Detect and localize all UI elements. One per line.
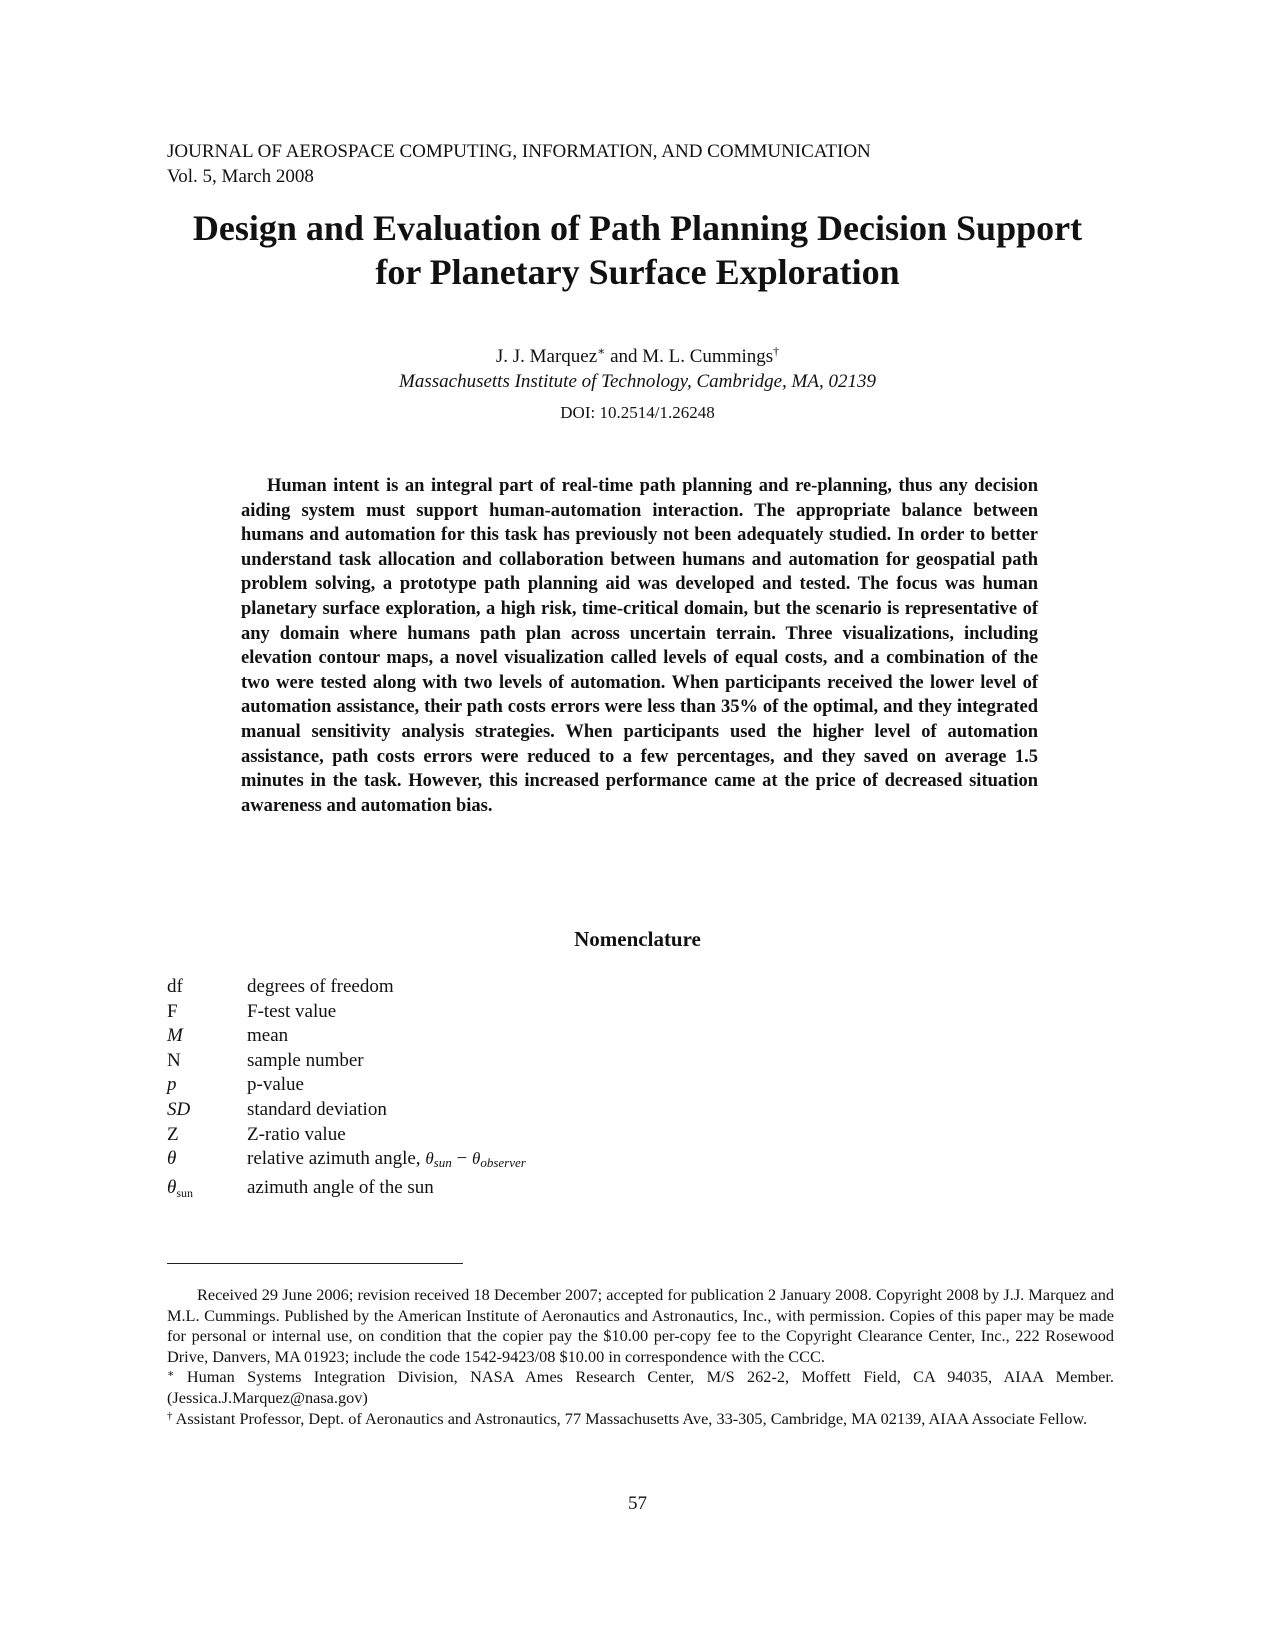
nomenclature-symbol — [167, 1176, 247, 1206]
nomenclature-row — [167, 1176, 526, 1206]
footnote-text: Human Systems Integration Division, NASA Ames Research Center, M/S 262-2, Moffett Field, CA 94035, AIAA Member. (Jessica.J.Marquez@nasa.gov) — [167, 1367, 1114, 1407]
formula-symbol: θ — [471, 1149, 481, 1169]
nomenclature-definition: degrees of freedom — [247, 976, 394, 997]
formula-subscript: observer — [480, 1155, 526, 1171]
footnotes — [167, 1285, 1114, 1429]
formula-subscript: sun — [433, 1155, 452, 1171]
abstract: Human intent is an integral part of real-time path planning and re-planning, thus any decision aiding system must support human-automation interaction. The appropriate balance between humans and automation for this task has previously not been adequately studied. In order to better understand task allocation and collaboration between humans and automation for geospatial path problem solving, a prototype path planning aid was developed and tested. The focus was human planetary surface exploration, a high risk, time-critical domain, but the scenario is representative of any domain where humans path plan across uncertain terrain. Three visualizations, including elevation contour maps, a novel visualization called levels of equal costs, and a combination of the two were tested along with two levels of automation. When participants received the lower level of automation assistance, their path costs errors were less than 35% of the optimal, and they integrated manual sensitivity analysis strategies. When participants used the higher level of automation assistance, path costs errors were reduced to a few percentages, and they saved on average 1.5 minutes in the task. However, this increased performance came at the price of decreased situation awareness and automation bias. — [241, 476, 1038, 816]
nomenclature-symbol: F — [167, 1000, 178, 1022]
formula-operator: − — [451, 1148, 472, 1170]
nomenclature-row — [167, 1049, 526, 1074]
footnote-author-1 — [167, 1367, 1114, 1408]
author-footnote-mark: † — [773, 344, 780, 358]
nomenclature-symbol: M — [167, 1025, 183, 1047]
nomenclature-symbol: θ — [167, 1148, 177, 1170]
journal-name: JOURNAL OF AEROSPACE COMPUTING, INFORMATION, AND COMMUNICATION — [167, 141, 871, 162]
nomenclature-heading: Nomenclature — [574, 927, 701, 951]
nomenclature-symbol: SD — [167, 1098, 191, 1120]
affiliation: Massachusetts Institute of Technology, Cambridge, MA, 02139 — [399, 371, 876, 392]
author-name: M. L. Cummings — [642, 346, 774, 367]
footnote-text: Assistant Professor, Dept. of Aeronautics and Astronautics, 77 Massachusetts Ave, 33-305, Cambridge, MA 02139, AIAA Associate Fellow. — [172, 1408, 1088, 1428]
nomenclature-list — [167, 975, 526, 1205]
author-name: J. J. Marquez — [495, 346, 598, 367]
nomenclature-symbol: df — [167, 976, 183, 997]
paper-title-line-1: Design and Evaluation of Path Planning Decision Support — [192, 208, 1083, 248]
nomenclature-row — [167, 1123, 526, 1148]
paper-title-line-2: for Planetary Surface Exploration — [375, 252, 900, 292]
footnote-received: Received 29 June 2006; revision received 18 December 2007; accepted for publication 2 January 2008. Copyright 2008 by J.J. Marquez and M.L. Cummings. Published by the American Institute of Aeronautics and Astronautics, Inc., with permission. Copies of this paper may be made for personal or internal use, on condition that the copier pay the $10.00 per-copy fee to the Copyright Clearance Center, Inc., 222 Rosewood Drive, Danvers, MA 01923; include the code 1542-9423/08 $10.00 in correspondence with the CCC. — [167, 1285, 1114, 1366]
nomenclature-definition — [247, 1147, 526, 1176]
journal-volume: Vol. 5, March 2008 — [167, 166, 314, 187]
journal-header — [167, 139, 871, 189]
author-footnote-mark: ∗ — [597, 344, 606, 358]
doi: DOI: 10.2514/1.26248 — [560, 403, 715, 422]
page-number: 57 — [628, 1493, 647, 1514]
nomenclature-symbol: N — [167, 1049, 181, 1071]
footnote-mark: † — [167, 1409, 173, 1422]
footnote-author-2 — [167, 1409, 1114, 1430]
formula-symbol: θ — [425, 1149, 434, 1169]
nomenclature-definition: azimuth angle of the sun — [247, 1176, 434, 1198]
footnote-rule — [167, 1263, 463, 1264]
nomenclature-row — [167, 1073, 526, 1098]
nomenclature-definition: Z-ratio value — [247, 1123, 346, 1145]
nomenclature-definition: F-test value — [247, 1000, 337, 1022]
author-list — [0, 345, 1275, 369]
nomenclature-row — [167, 1098, 526, 1123]
nomenclature-definition: p-value — [247, 1074, 304, 1096]
nomenclature-definition: standard deviation — [247, 1098, 387, 1120]
nomenclature-definition: sample number — [247, 1049, 364, 1071]
nomenclature-symbol-subscript: sun — [176, 1185, 194, 1200]
nomenclature-row — [167, 1147, 526, 1176]
nomenclature-row — [167, 1000, 526, 1025]
nomenclature-symbol: p — [167, 1074, 177, 1096]
paper-title — [0, 206, 1275, 294]
nomenclature-definition-text: relative azimuth angle, — [247, 1148, 426, 1170]
footnote-mark: ∗ — [167, 1368, 175, 1381]
nomenclature-definition: mean — [247, 1025, 289, 1047]
nomenclature-symbol-base: θ — [167, 1176, 177, 1198]
nomenclature-row — [167, 1024, 526, 1049]
nomenclature-symbol: Z — [167, 1123, 179, 1145]
author-conjunction: and — [605, 346, 643, 367]
nomenclature-row — [167, 975, 526, 1000]
